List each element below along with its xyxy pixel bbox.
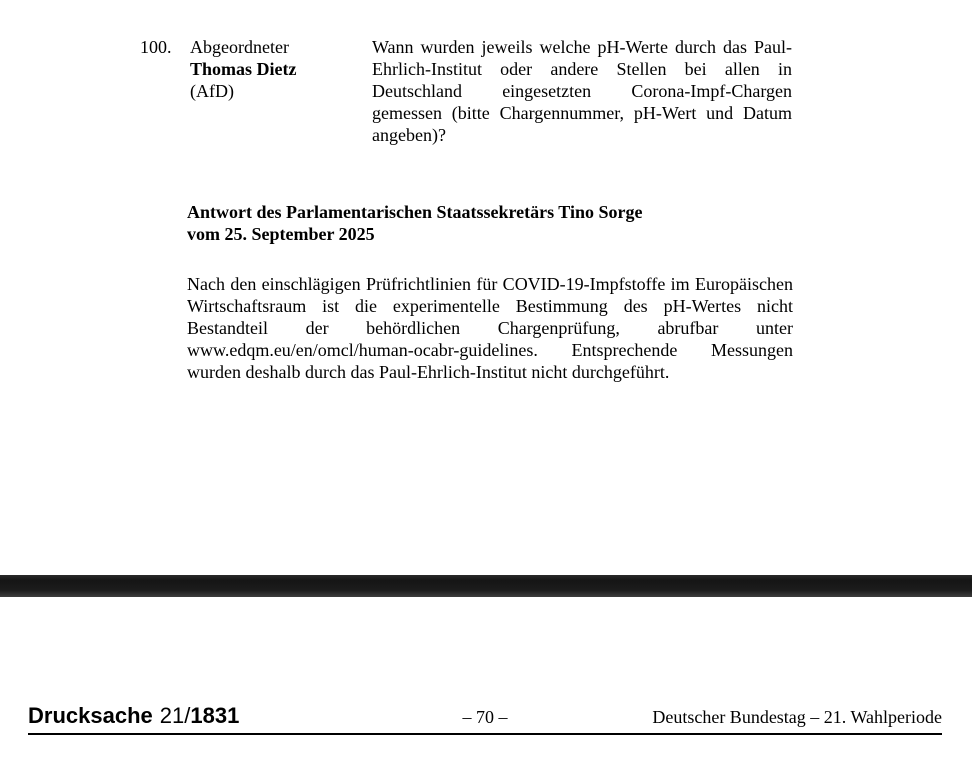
answer-text: Nach den einschlägigen Prüfrichtlinien für COVID-19-Impfstoffe im Europäischen Wirtschaftsraum ist die experimentelle Bestimmung des pH-Wertes nicht Bestandteil der behördlichen Chargenprüfung, abrufbar unter www.edqm.eu/en/omcl/human-ocabr-guidelines. Entsprechende Messungen wurden deshalb durch das Paul-Ehrlich-Institut nicht durchgeführt. <box>187 274 793 382</box>
page-number: – 70 – <box>462 707 508 727</box>
separator-bar <box>0 575 972 597</box>
document-number-prefix: 21/ <box>159 703 191 728</box>
question-block <box>140 36 792 146</box>
page-footer <box>28 701 942 732</box>
document-number <box>28 701 463 731</box>
answer-heading-line1: Antwort des Parlamentarischen Staatssekretärs Tino Sorge <box>187 202 643 222</box>
questioner-party: (AfD) <box>190 81 234 101</box>
questioner-info <box>190 36 372 102</box>
document-number-value: 1831 <box>190 703 240 728</box>
footer-right-text: Deutscher Bundestag – 21. Wahlperiode <box>652 707 942 727</box>
questioner-name: Thomas Dietz <box>190 59 297 79</box>
footer-rule <box>28 733 942 735</box>
question-text: Wann wurden jeweils welche pH-Werte durch das Paul-Ehrlich-Institut oder andere Stellen bei allen in Deutschland eingesetzten Corona-Impf-Chargen gemessen (bitte Chargennummer, pH-Wert und Datum angeben)? <box>372 37 792 145</box>
answer-heading <box>187 201 807 245</box>
answer-heading-line2: vom 25. September 2025 <box>187 224 375 244</box>
questioner-role: Abgeordneter <box>190 37 289 57</box>
document-label: Drucksache <box>28 703 153 728</box>
question-number: 100. <box>140 37 172 57</box>
